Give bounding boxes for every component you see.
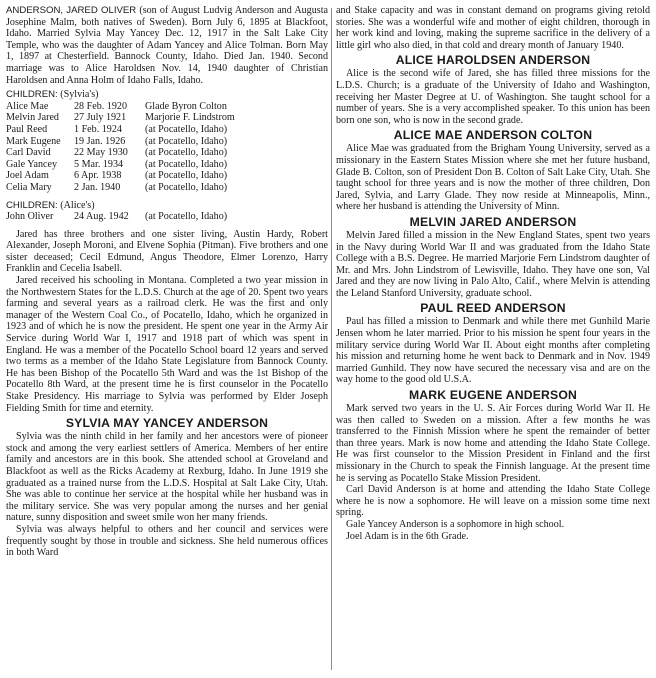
alice-mae-heading: ALICE MAE ANDERSON COLTON bbox=[393, 128, 593, 143]
child-row bbox=[6, 136, 235, 148]
melvin-heading: MELVIN JARED ANDERSON bbox=[409, 214, 577, 229]
child-birth-date: 27 July 1921 bbox=[74, 112, 127, 124]
child-row bbox=[6, 182, 235, 194]
paul-heading: PAUL REED ANDERSON bbox=[420, 301, 566, 316]
bio-entry bbox=[6, 5, 328, 86]
carl-paragraph: Carl David Anderson is at home and attending the Idaho State College where he is now a sophomore. He will leave on a mission some time next spring. bbox=[336, 484, 650, 519]
mark-heading: MARK EUGENE ANDERSON bbox=[408, 388, 578, 403]
child-name: Carl David bbox=[6, 147, 51, 159]
child-row bbox=[6, 159, 235, 171]
bio-heading: ANDERSON, JARED OLIVER bbox=[6, 5, 137, 16]
paul-paragraph: Paul has filled a mission to Denmark and while there met Gunhild Marie Jensen whom he later married. Prior to his mission he spent four years in the military service during World War II. About eight months after completing his mission and returning home he went back to Denmark and in Nov. 1949 married Gunhild. They now have secured the necessary visa and are on the way home to the good old U.S.A. bbox=[336, 316, 650, 386]
child-birth-date: 22 May 1930 bbox=[74, 147, 128, 159]
child-note: Marjorie F. Lindstrom bbox=[145, 112, 235, 124]
children-mother-2: (Alice's) bbox=[60, 199, 95, 211]
child-note: Glade Byron Colton bbox=[145, 100, 227, 112]
child-name: Gale Yancey bbox=[6, 158, 58, 170]
sylvia-paragraph-2: Sylvia was always helpful to others and her council and services were frequently sought by those in trouble and sickness. She held numerous offices in both Ward bbox=[6, 523, 328, 559]
alice-haroldsen-heading: ALICE HAROLDSEN ANDERSON bbox=[395, 53, 591, 68]
mark-paragraph: Mark served two years in the U. S. Air Forces during World War II. He was then called to Sweden on a mission. After a few months he was transferred to the Finnish Mission where he spent the remainder of better than three years. Mark is now home and attending the Idaho State College. He was first counselor to the Mission President in Finland and the first missionary in the Church to speak the Finnish language. At the present time he is serving as Pocatello Stake Mission President. bbox=[336, 403, 650, 484]
children-heading-sylvia bbox=[6, 89, 328, 101]
children-heading-alice bbox=[6, 200, 328, 212]
child-row bbox=[6, 170, 235, 182]
child-name: Celia Mary bbox=[6, 181, 52, 193]
children-label-2: CHILDREN: bbox=[6, 199, 58, 211]
child-birth-date: 19 Jan. 1926 bbox=[74, 135, 126, 147]
child-name: Melvin Jared bbox=[6, 112, 59, 124]
schooling-paragraph: Jared received his schooling in Montana. Completed a two year mission in the Northwestern States for the L.D.S. Church at the age of 20. Spent two years farming and several years as a railroad clerk. He was the first and only manager of the Western Coal Co., of Pocatello, Idaho, which he organized in 1923 and of which he is now the president. He spent one year in the Army Air Service during World War I, 1917 and 1918 part of which was spent in England. He was a member of the Pocatello School board 12 years and served two terms as a member of the Idaho State Legislature from Bannock County. He has been Bishop of the Pocatello 5th Ward and was the 1st Bishop of the Pocatello 8th Ward, at the present time he is first counselor in the Pocatello Stake Presidency. His marriage to Sylvia was performed by Elder Joseph Fielding Smith for time and eternity. bbox=[6, 275, 328, 414]
left-column bbox=[6, 5, 328, 559]
child-row bbox=[6, 124, 235, 136]
child-note: (at Pocatello, Idaho) bbox=[145, 135, 228, 147]
child-birth-date: 2 Jan. 1940 bbox=[74, 181, 121, 193]
child-name: John Oliver bbox=[6, 211, 54, 223]
child-name: Alice Mae bbox=[6, 100, 49, 112]
bio-intro: (son of August Ludvig Anderson and Augusta Josephine Malm, both natives of Sweden). Born July 6, 1895 at Blackfoot, Idaho. Married Sylvia May Yancey Dec. 12, 1917 in the Salt Lake City Temple, who was the daughter of Adam Yancey and Alice Tolman. Born May 1, 1897 at Chesterfield. Bannock County, Idaho. Died Jan. 1940. Second marriage was to Alice Haroldsen Nov. 14, 1940 daughter of Christian Haroldsen and Anna Holm of Idaho Falls, Idaho. bbox=[6, 5, 328, 86]
children-mother: (Sylvia's) bbox=[60, 89, 99, 101]
child-note: (at Pocatello, Idaho) bbox=[145, 158, 228, 170]
siblings-paragraph: Jared has three brothers and one sister living, Austin Hardy, Robert Alexander, Joseph Moroni, and Elvene Sophia (Pitman). Five brothers and one sister deceased; Cecil Edmund, Angus Theodore, Elmer Lorenzo, Harry Franklin and Cecelia Isabell. bbox=[6, 228, 328, 275]
child-note: (at Pocatello, Idaho) bbox=[145, 181, 228, 193]
child-row bbox=[6, 211, 227, 223]
child-note: (at Pocatello, Idaho) bbox=[145, 170, 228, 182]
children-table-sylvia bbox=[6, 101, 235, 194]
alice-haroldsen-paragraph: Alice is the second wife of Jared, she has filled three missions for the L.D.S. Church; is a graduate of the University of Idaho and Washington, receiving her Master Degree at U. of Washington. She taught school for a number of years. She is a very accomplished speaker. To this union has been born one son, who is now in the second grade. bbox=[336, 68, 650, 126]
child-name: Paul Reed bbox=[6, 123, 48, 135]
child-note: (at Pocatello, Idaho) bbox=[145, 147, 228, 159]
child-birth-date: 28 Feb. 1920 bbox=[74, 100, 127, 112]
sylvia-heading: SYLVIA MAY YANCEY ANDERSON bbox=[65, 416, 269, 431]
joel-paragraph: Joel Adam is in the 6th Grade. bbox=[346, 530, 469, 542]
child-row bbox=[6, 101, 235, 113]
child-note: (at Pocatello, Idaho) bbox=[145, 211, 228, 223]
melvin-paragraph: Melvin Jared filled a mission in the New England States, spent two years in the Navy during World War II and was graduated from the Idaho State College with a B.S. Degree. He married Marjorie Fern Lindstrom daughter of Mr. and Mrs. John Lindstrom of Lewisville, Idaho. They have one son, Val Jared and they are now living in Palo Alto, Calif., where Melvin is attending the Leland Stanford University, graduate school. bbox=[336, 229, 650, 299]
column-divider bbox=[331, 8, 332, 670]
sylvia-continued: and Stake capacity and was in constant demand on programs giving retold stories. She was a wonderful wife and mother of eight children, thorough in her work kind and loving, making the supreme sacrifice in the delivery of a little girl who also died, in that cold and dreary month of January 1940. bbox=[336, 5, 650, 51]
child-row bbox=[6, 112, 235, 124]
child-row bbox=[6, 147, 235, 159]
child-birth-date: 1 Feb. 1924 bbox=[74, 123, 122, 135]
child-name: Mark Eugene bbox=[6, 135, 61, 147]
child-note: (at Pocatello, Idaho) bbox=[145, 123, 228, 135]
children-label: CHILDREN: bbox=[6, 89, 58, 101]
child-birth-date: 5 Mar. 1934 bbox=[74, 158, 124, 170]
alice-mae-paragraph: Alice Mae was graduated from the Brigham Young University, served as a missionary in the Eastern States Mission where she met her future husband, Glade B. Colton, son of President Don B. Colton of Salt Lake City, Utah. She taught school for three years and is now the mother of three children, Don Jared, Sylvia, and Larry Glade. They now reside at Minneapolis, Minn., where her husband is attending the University of Minn. bbox=[336, 143, 650, 213]
right-column bbox=[336, 5, 650, 542]
child-birth-date: 6 Apr. 1938 bbox=[74, 170, 122, 182]
children-table-alice bbox=[6, 211, 227, 223]
gale-paragraph: Gale Yancey Anderson is a sophomore in high school. bbox=[346, 518, 565, 530]
sylvia-paragraph-1: Sylvia was the ninth child in her family and her ancestors were of pioneer stock and among the very earliest settlers of America. Members of her entire family and ancestors are in this book. She attended school at Groveland and Blackfoot as well as the Ricks Academy at Rexburg, Idaho. In June 1919 she graduated as a trained nurse from the L.D.S. Hospital at Salt Lake City, Utah. She was able to continue her service at the hospital while her husband was in the military service. She was very popular among the nurses and her genial nature, sunny disposition and sweet smile won her many friends. bbox=[6, 431, 328, 524]
child-name: Joel Adam bbox=[6, 170, 49, 182]
child-birth-date: 24 Aug. 1942 bbox=[74, 211, 129, 223]
